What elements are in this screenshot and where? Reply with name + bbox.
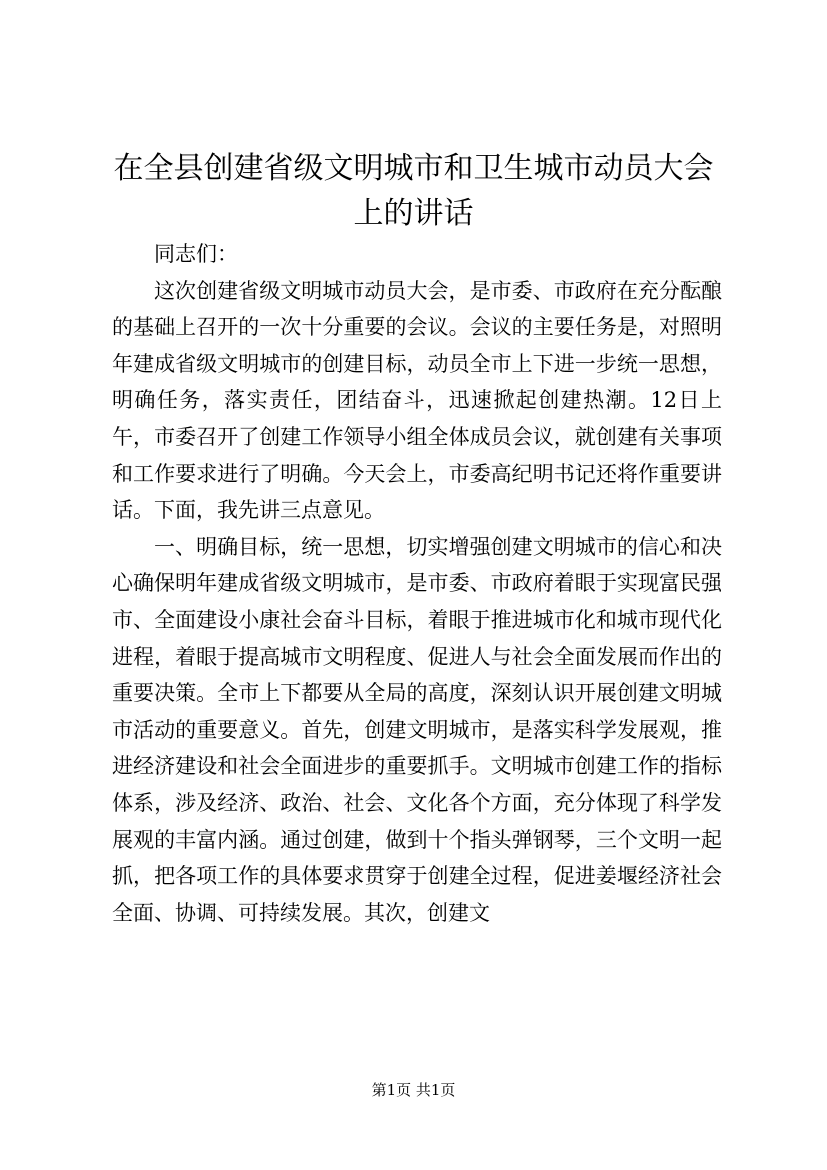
- greeting: 同志们：: [154, 242, 238, 266]
- paragraph-1: 这次创建省级文明城市动员大会，是市委、市政府在充分酝酿的基础上召开的一次十分重要的会议。会议的主要任务是，对照明年建成省级文明城市的创建目标，动员全市上下进一步统一思想，明确任务，落实责任，团结奋斗，迅速掀起创建热潮。12日上午，市委召开了创建工作领导小组全体成员会议，就创建有关事项和工作要求进行了明确。今天会上，市委高纪明书记还将作重要讲话。下面，我先讲三点意见。: [112, 278, 722, 523]
- paragraph-2: 一、明确目标，统一思想，切实增强创建文明城市的信心和决心确保明年建成省级文明城市，是市委、市政府着眼于实现富民强市、全面建设小康社会奋斗目标，着眼于推进城市化和城市现代化进程，着眼于提高城市文明程度、促进人与社会全面发展而作出的重要决策。全市上下都要从全局的高度，深刻认识开展创建文明城市活动的重要意义。首先，创建文明城市，是落实科学发展观，推进经济建设和社会全面进步的重要抓手。文明城市创建工作的指标体系，涉及经济、政治、社会、文化各个方面，充分体现了科学发展观的丰富内涵。通过创建，做到十个指头弹钢琴，三个文明一起抓，把各项工作的具体要求贯穿于创建全过程，促进姜堰经济社会全面、协调、可持续发展。其次，创建文: [112, 534, 722, 925]
- page-footer: 第1页 共1页: [371, 1081, 456, 1099]
- document-body: [112, 236, 722, 931]
- document-title: 在全县创建省级文明城市和卫生城市动员大会上的讲话: [113, 151, 714, 231]
